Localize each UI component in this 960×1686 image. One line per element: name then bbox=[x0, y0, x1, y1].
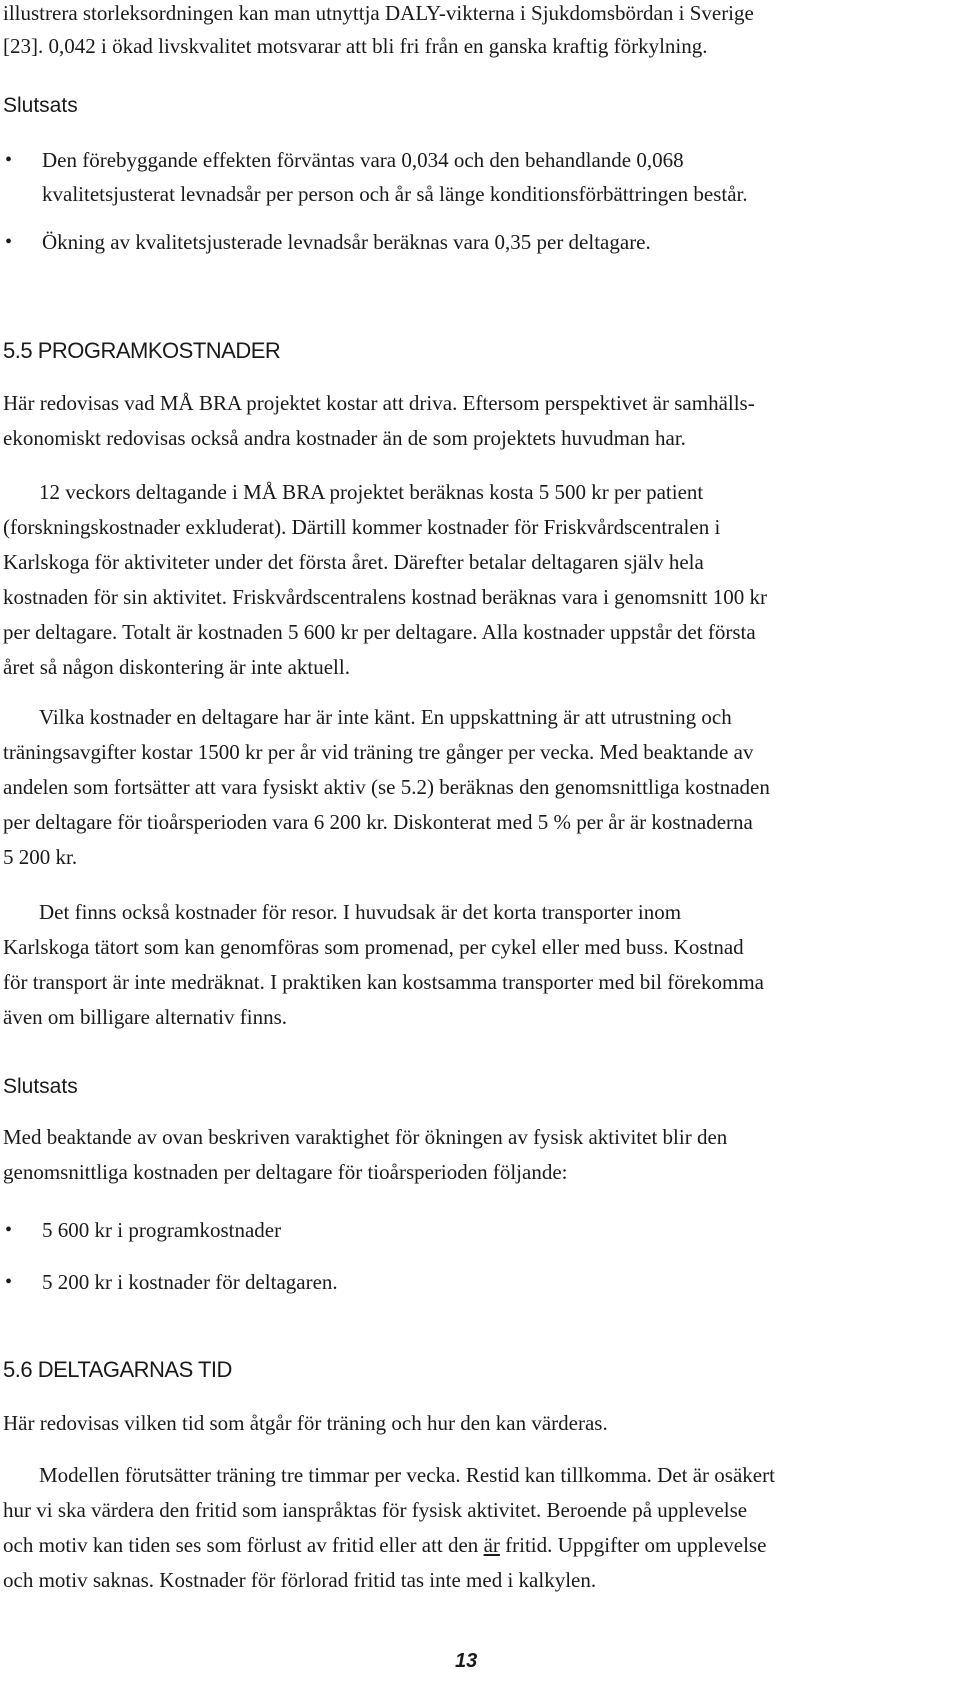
section-heading-deltagarnas-tid: 5.6 DELTAGARNAS TID bbox=[3, 1357, 232, 1382]
text-line: 12 veckors deltagande i MÅ BRA projektet beräknas kosta 5 500 kr per patient bbox=[39, 480, 704, 504]
text-line: genomsnittliga kostnaden per deltagare för tioårsperioden följande: bbox=[3, 1160, 568, 1184]
text-line: Ökning av kvalitetsjusterade levnadsår beräknas vara 0,35 per deltagare. bbox=[42, 230, 651, 254]
list-item bbox=[3, 1265, 954, 1299]
text-line: kostnaden för sin aktivitet. Friskvårdscentralens kostnad beräknas vara i genomsnitt 100 kr bbox=[3, 585, 767, 609]
text-line: ekonomiskt redovisas också andra kostnader än de som projektets huvudman har. bbox=[3, 426, 686, 450]
text-segment: och motiv kan tiden ses som förlust av fritid eller att den bbox=[3, 1533, 484, 1557]
text-line: (forskningskostnader exkluderat). Därtill kommer kostnader för Friskvårdscentralen i bbox=[3, 515, 721, 539]
text-line: träningsavgifter kostar 1500 kr per år vid träning tre gånger per vecka. Med beaktande av bbox=[3, 740, 754, 764]
slutsats-bullet-list bbox=[3, 1213, 954, 1299]
text-line: året så någon diskontering är inte aktuell. bbox=[3, 655, 350, 679]
text-line bbox=[3, 1528, 954, 1563]
text-line: andelen som fortsätter att vara fysiskt aktiv (se 5.2) beräknas den genomsnittliga kostnaden bbox=[3, 775, 770, 799]
paragraph bbox=[3, 386, 954, 456]
text-line: Här redovisas vilken tid som åtgår för träning och hur den kan värderas. bbox=[3, 1411, 608, 1435]
text-line: för transport är inte medräknat. I praktiken kan kostsamma transporter med bil förekomma bbox=[3, 970, 765, 994]
text-line: Modellen förutsätter träning tre timmar per vecka. Restid kan tillkomma. Det är osäkert bbox=[39, 1463, 775, 1487]
paragraph bbox=[3, 700, 954, 875]
underlined-word: är bbox=[483, 1533, 500, 1557]
list-item bbox=[3, 143, 954, 211]
text-line: 5 200 kr. bbox=[3, 845, 78, 869]
text-line: Karlskoga för aktiviteter under det första året. Därefter betalar deltagaren själv hela bbox=[3, 550, 704, 574]
text-line: Här redovisas vad MÅ BRA projektet kostar att driva. Eftersom perspektivet är samhälls- bbox=[3, 391, 755, 415]
text-line: Det finns också kostnader för resor. I huvudsak är det korta transporter inom bbox=[39, 900, 682, 924]
section-heading-programkostnader: 5.5 PROGRAMKOSTNADER bbox=[3, 338, 281, 363]
list-item bbox=[3, 1213, 954, 1247]
bullet-icon: • bbox=[5, 1271, 13, 1293]
text-segment: fritid. Uppgifter om upplevelse bbox=[499, 1533, 767, 1557]
text-line: Med beaktande av ovan beskriven varaktighet för ökningen av fysisk aktivitet blir den bbox=[3, 1125, 728, 1149]
slutsats-heading: Slutsats bbox=[3, 1075, 78, 1098]
text-line: även om billigare alternativ finns. bbox=[3, 1005, 287, 1029]
text-line: och motiv saknas. Kostnader för förlorad fritid tas inte med i kalkylen. bbox=[3, 1568, 597, 1592]
text-line: 5 600 kr i programkostnader bbox=[42, 1218, 282, 1242]
text-line: per deltagare för tioårsperioden vara 6 200 kr. Diskonterat med 5 % per år är kostnaderna bbox=[3, 810, 753, 834]
text-line: Vilka kostnader en deltagare har är inte känt. En uppskattning är att utrustning och bbox=[39, 705, 732, 729]
text-line: [23]. 0,042 i ökad livskvalitet motsvarar att bli fri från en ganska kraftig förkylning. bbox=[3, 34, 708, 58]
text-line: kvalitetsjusterat levnadsår per person och år så länge konditionsförbättringen består. bbox=[42, 182, 748, 206]
paragraph bbox=[3, 895, 954, 1035]
paragraph bbox=[3, 1458, 954, 1598]
text-line: 5 200 kr i kostnader för deltagaren. bbox=[42, 1270, 338, 1294]
text-line: Den förebyggande effekten förväntas vara 0,034 och den behandlande 0,068 bbox=[42, 148, 684, 172]
page-number: 13 bbox=[455, 1650, 478, 1672]
bullet-icon: • bbox=[5, 231, 13, 253]
paragraph bbox=[3, 1120, 954, 1190]
text-line: hur vi ska värdera den fritid som ianspråktas för fysisk aktivitet. Beroende på upplevelse bbox=[3, 1498, 748, 1522]
paragraph bbox=[3, 475, 954, 685]
list-item bbox=[3, 225, 954, 259]
bullet-icon: • bbox=[5, 149, 13, 171]
slutsats-heading: Slutsats bbox=[3, 94, 78, 117]
intro-paragraph bbox=[3, 0, 954, 63]
text-line: Karlskoga tätort som kan genomföras som promenad, per cykel eller med buss. Kostnad bbox=[3, 935, 744, 959]
bullet-icon: • bbox=[5, 1219, 13, 1241]
text-line: illustrera storleksordningen kan man utnyttja DALY-vikterna i Sjukdomsbördan i Sverige bbox=[3, 1, 754, 25]
text-line: per deltagare. Totalt är kostnaden 5 600 kr per deltagare. Alla kostnader uppstår det första bbox=[3, 620, 756, 644]
paragraph bbox=[3, 1406, 954, 1441]
slutsats-bullet-list bbox=[3, 143, 954, 259]
